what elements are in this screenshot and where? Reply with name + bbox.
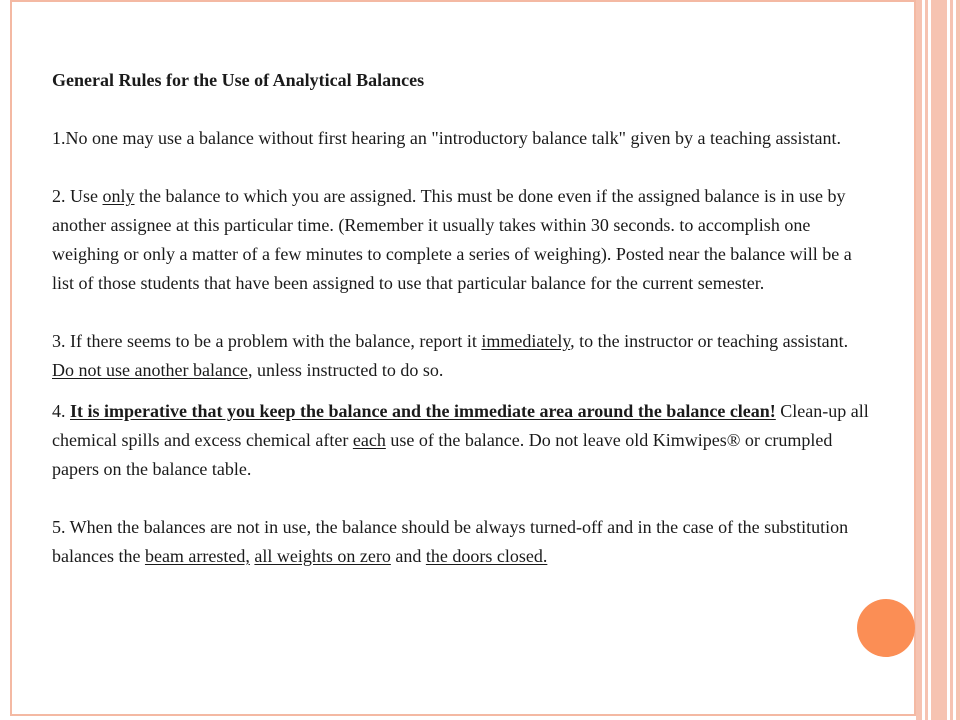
rule-3-text-end: , unless instructed to do so. [247,360,444,380]
rule-3-text-mid: , to the instructor or teaching assistant. [570,331,849,351]
decorative-stripes [916,0,960,720]
rule-2 [52,182,872,298]
rule-3-emphasis-immediately: immediately [481,331,571,351]
rule-2-text-rest: the balance to which you are assigned. This must be done even if the assigned balance is in use by another assignee at this particular time. (Remember it usually takes within 30 seconds. to accomplish one weighing or only a matter of a few minutes to complete a series of weighing). Posted near the balance will be a list of those students that have been assigned to use that particular balance for the current semester. [52,186,852,293]
rule-4-bold-emphasis: It is imperative that you keep the balance and the immediate area around the balance clean! [70,401,776,421]
rule-5-emphasis-weights: all weights on zero [254,546,391,566]
rule-3 [52,327,872,385]
rule-5 [52,513,872,571]
rule-5-emphasis-beam: beam arrested, [144,546,250,566]
rule-4 [52,397,872,484]
rule-3-emphasis-no-other: Do not use another balance [52,360,248,380]
rule-2-emphasis: only [102,186,135,206]
rule-4-text-end: use of the balance. Do not leave old Kimwipes® or crumpled papers on the balance table. [52,430,833,479]
rule-3-text: 3. If there seems to be a problem with the balance, report it [52,331,482,351]
rule-5-text-and: and [390,546,426,566]
rule-1-text: 1.No one may use a balance without first hearing an "introductory balance talk" given by a teaching assistant. [52,128,841,148]
rule-5-text: 5. When the balances are not in use, the balance should be always turned-off and in the case of the substitution balances the [52,517,849,566]
rule-4-emphasis-each: each [352,430,386,450]
rule-1 [52,124,872,153]
rule-4-text: Clean-up all chemical spills and excess chemical after [52,401,869,450]
rule-2-text: 2. Use [52,186,103,206]
rule-4-number: 4. [52,401,70,421]
accent-circle [857,599,915,657]
document-body [52,66,872,600]
document-title: General Rules for the Use of Analytical Balances [52,70,425,90]
rule-5-emphasis-doors: the doors closed. [425,546,548,566]
